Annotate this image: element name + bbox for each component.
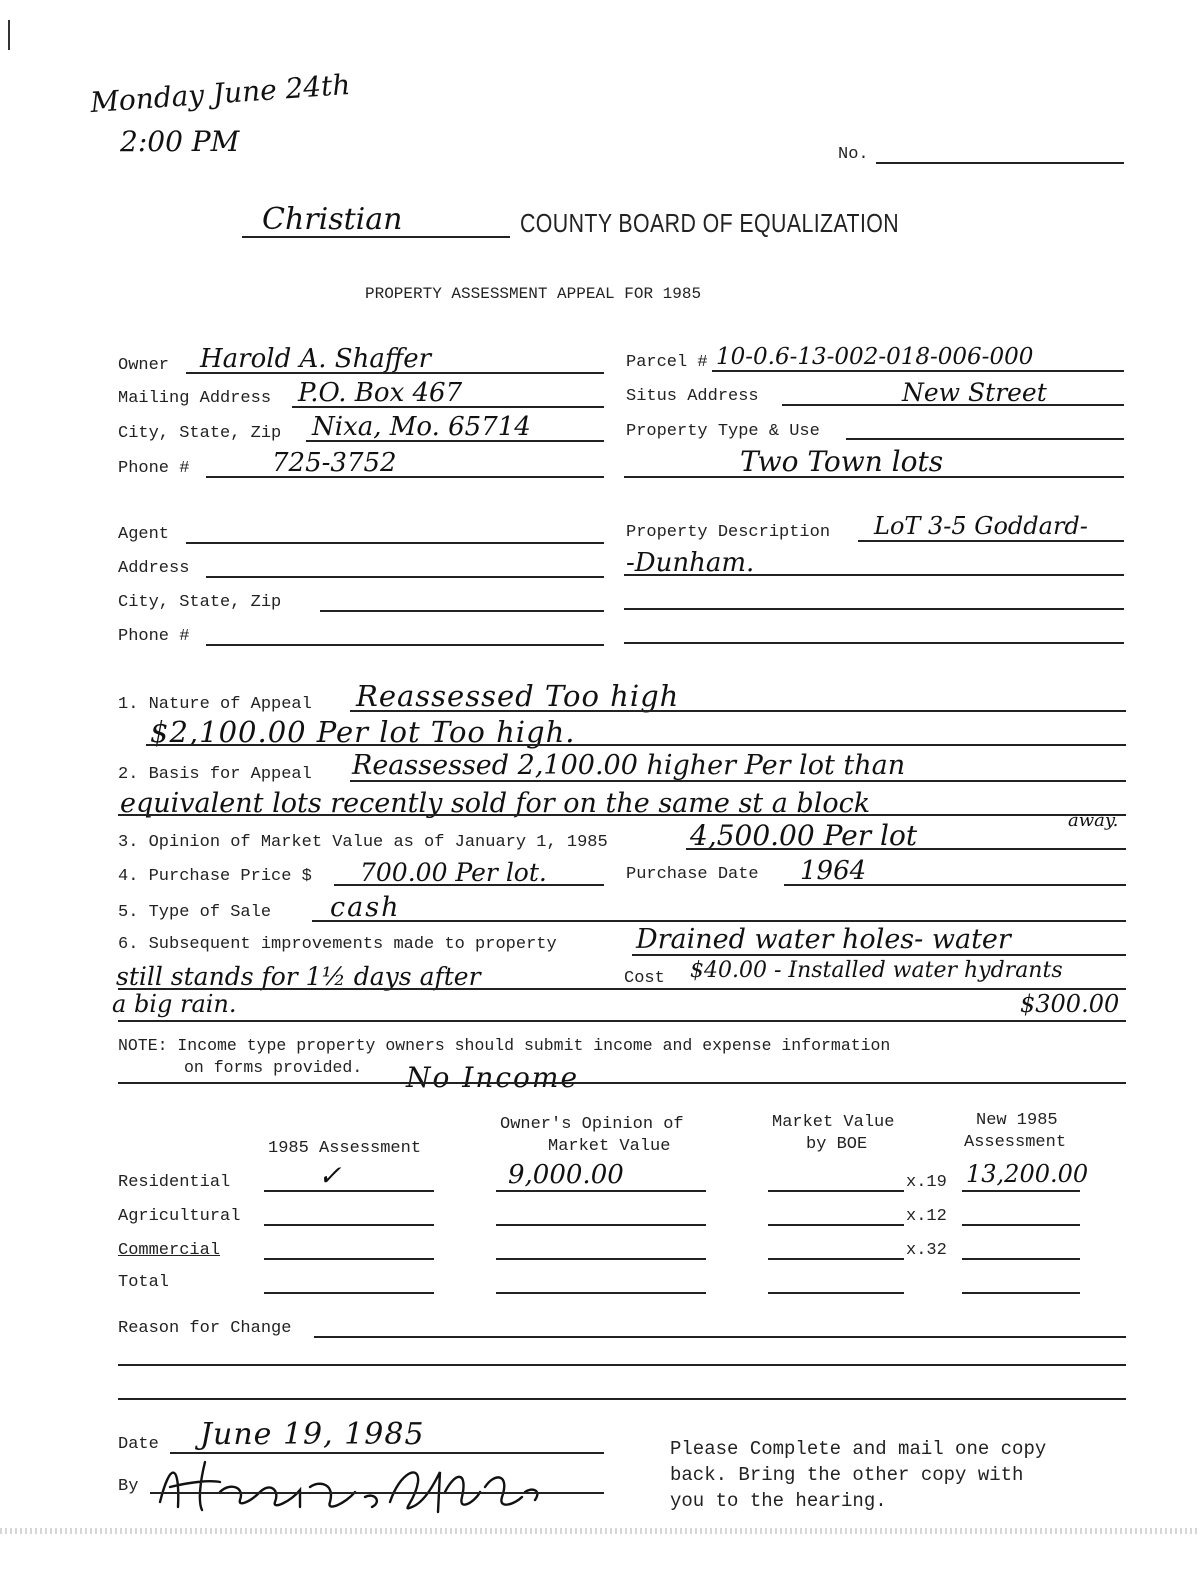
residential-new: 13,200.00 <box>966 1160 1089 1188</box>
residential-new-line <box>962 1190 1080 1192</box>
q1-line-2 <box>146 744 1126 746</box>
parcel-line <box>712 370 1124 372</box>
agent-phone-label: Phone # <box>118 627 190 646</box>
commercial-mult: x.32 <box>906 1241 947 1260</box>
total-opinion-line <box>496 1292 706 1294</box>
header-boe-2: by BOE <box>806 1135 868 1154</box>
city-owner-label: City, State, Zip <box>118 424 282 443</box>
date-value: June 19, 1985 <box>200 1417 425 1452</box>
property-desc-value-2: -Dunham. <box>626 548 755 578</box>
reason-line-3 <box>118 1398 1126 1400</box>
owner-label: Owner <box>118 356 170 375</box>
agricultural-boe-line <box>768 1224 904 1226</box>
handwritten-time: 2:00 PM <box>120 125 240 158</box>
property-type-line-2 <box>624 476 1124 478</box>
residential-assessment-line <box>264 1190 434 1192</box>
q3-value: 4,500.00 Per lot <box>690 819 918 852</box>
property-desc-line-2 <box>624 574 1124 576</box>
q2-line-2 <box>118 814 1126 816</box>
reason-label: Reason for Change <box>118 1319 292 1338</box>
situs-value: New Street <box>902 378 1047 407</box>
situs-label: Situs Address <box>626 387 759 406</box>
residential-opinion: 9,000.00 <box>508 1160 624 1190</box>
board-title: COUNTY BOARD OF EQUALIZATION <box>520 208 900 238</box>
q3-line <box>686 848 1126 850</box>
note-line <box>118 1082 1126 1084</box>
q2-line-1 <box>350 780 1126 782</box>
note-line-1: NOTE: Income type property owners should submit income and expense information <box>118 1036 891 1055</box>
handwritten-day: Monday June 24th <box>89 67 352 120</box>
q1-value-2: $2,100.00 Per lot Too high. <box>150 715 576 749</box>
header-new-2: Assessment <box>964 1133 1067 1152</box>
property-type-line <box>846 438 1124 440</box>
by-label: By <box>118 1477 139 1496</box>
by-line <box>150 1492 604 1494</box>
city-owner-line <box>306 440 604 442</box>
agent-line <box>186 542 604 544</box>
agent-phone-line <box>206 644 604 646</box>
q4-date-line <box>784 884 1126 886</box>
property-type-label: Property Type & Use <box>626 422 820 441</box>
note-value: No Income <box>406 1061 580 1094</box>
parcel-label: Parcel # <box>626 353 708 372</box>
residential-mult: x.19 <box>906 1173 947 1192</box>
scan-noise <box>0 1528 1200 1534</box>
residential-boe-line <box>768 1190 904 1192</box>
q6-cost-label: Cost <box>624 969 665 988</box>
total-assessment-line <box>264 1292 434 1294</box>
q4-value: 700.00 Per lot. <box>360 858 547 887</box>
q6-value-3: a big rain. <box>112 990 237 1018</box>
row-label-agricultural: Agricultural <box>118 1207 241 1226</box>
property-desc-line-3 <box>624 608 1124 610</box>
commercial-assessment-line <box>264 1258 434 1260</box>
row-label-commercial: Commercial <box>118 1241 221 1260</box>
q1-line-1 <box>350 710 1126 712</box>
reason-line-1 <box>314 1336 1126 1338</box>
edge-mark <box>8 20 10 50</box>
owner-line <box>186 372 604 374</box>
q1-label: 1. Nature of Appeal <box>118 695 312 714</box>
q6-line-3 <box>118 1020 1126 1022</box>
owner-value: Harold A. Shaffer <box>200 344 432 374</box>
signature <box>150 1452 550 1522</box>
no-label: No. <box>838 145 869 164</box>
situs-line <box>782 404 1124 406</box>
q4-date-value: 1964 <box>800 856 867 886</box>
row-label-total: Total <box>118 1273 170 1292</box>
city-owner-value: Nixa, Mo. 65714 <box>312 412 531 442</box>
q2-value-1: Reassessed 2,100.00 higher Per lot than <box>352 750 906 781</box>
instructions-line-3: you to the hearing. <box>670 1490 887 1512</box>
agricultural-mult: x.12 <box>906 1207 947 1226</box>
phone-owner-label: Phone # <box>118 459 190 478</box>
q1-value-1: Reassessed Too high <box>356 679 680 713</box>
q6-cost-value-2: $300.00 <box>1020 990 1120 1018</box>
agent-address-line <box>206 576 604 578</box>
q4-line <box>334 884 604 886</box>
agent-city-line <box>320 610 604 612</box>
phone-owner-line <box>206 476 604 478</box>
date-label: Date <box>118 1435 159 1454</box>
agent-city-label: City, State, Zip <box>118 593 282 612</box>
q5-line <box>312 920 1126 922</box>
q5-label: 5. Type of Sale <box>118 903 272 922</box>
phone-owner-value: 725-3752 <box>272 448 397 478</box>
q2-label: 2. Basis for Appeal <box>118 765 312 784</box>
header-owner-opinion-2: Market Value <box>548 1137 671 1156</box>
q6-line-1 <box>632 954 1126 956</box>
header-assessment: 1985 Assessment <box>268 1139 422 1158</box>
commercial-new-line <box>962 1258 1080 1260</box>
agricultural-assessment-line <box>264 1224 434 1226</box>
q2-value-3: away. <box>1068 810 1119 831</box>
q6-line-2 <box>118 988 1126 990</box>
q6-value-1: Drained water holes- water <box>636 924 1011 955</box>
note-line-2: on forms provided. <box>184 1058 363 1077</box>
instructions-line-1: Please Complete and mail one copy <box>670 1438 1047 1460</box>
row-label-residential: Residential <box>118 1173 231 1192</box>
commercial-opinion-line <box>496 1258 706 1260</box>
residential-assessment: ✓ <box>318 1159 342 1192</box>
q6-cost-value: $40.00 - Installed water hydrants <box>690 958 1063 983</box>
reason-line-2 <box>118 1364 1126 1366</box>
commercial-boe-line <box>768 1258 904 1260</box>
agricultural-new-line <box>962 1224 1080 1226</box>
header-owner-opinion-1: Owner's Opinion of <box>500 1115 684 1134</box>
q2-value-2: equivalent lots recently sold for on the same st a block <box>120 788 871 819</box>
property-desc-label: Property Description <box>626 523 831 542</box>
county-name: Christian <box>262 202 403 237</box>
agricultural-opinion-line <box>496 1224 706 1226</box>
q4-date-label: Purchase Date <box>626 865 759 884</box>
instructions-line-2: back. Bring the other copy with <box>670 1464 1024 1486</box>
agent-label: Agent <box>118 525 170 544</box>
q3-label: 3. Opinion of Market Value as of January 1, 1985 <box>118 833 608 852</box>
property-desc-value-1: LoT 3-5 Goddard- <box>874 512 1088 540</box>
subtitle: PROPERTY ASSESSMENT APPEAL FOR 1985 <box>365 285 702 303</box>
property-desc-line-4 <box>624 642 1124 644</box>
property-type-value: Two Town lots <box>740 445 944 478</box>
total-boe-line <box>768 1292 904 1294</box>
mailing-line <box>292 406 604 408</box>
header-boe-1: Market Value <box>772 1113 895 1132</box>
total-new-line <box>962 1292 1080 1294</box>
agent-address-label: Address <box>118 559 190 578</box>
no-line <box>876 162 1124 164</box>
q6-label: 6. Subsequent improvements made to property <box>118 935 557 954</box>
county-line <box>242 236 510 238</box>
q5-value: cash <box>330 892 401 923</box>
residential-opinion-line <box>496 1190 706 1192</box>
q6-value-2: still stands for 1½ days after <box>116 962 481 991</box>
parcel-value: 10-0.6-13-002-018-006-000 <box>716 344 1034 370</box>
mailing-label: Mailing Address <box>118 389 272 408</box>
property-desc-line-1 <box>858 540 1124 542</box>
header-new-1: New 1985 <box>976 1111 1058 1130</box>
q4-label: 4. Purchase Price $ <box>118 867 312 886</box>
mailing-value: P.O. Box 467 <box>298 378 463 408</box>
